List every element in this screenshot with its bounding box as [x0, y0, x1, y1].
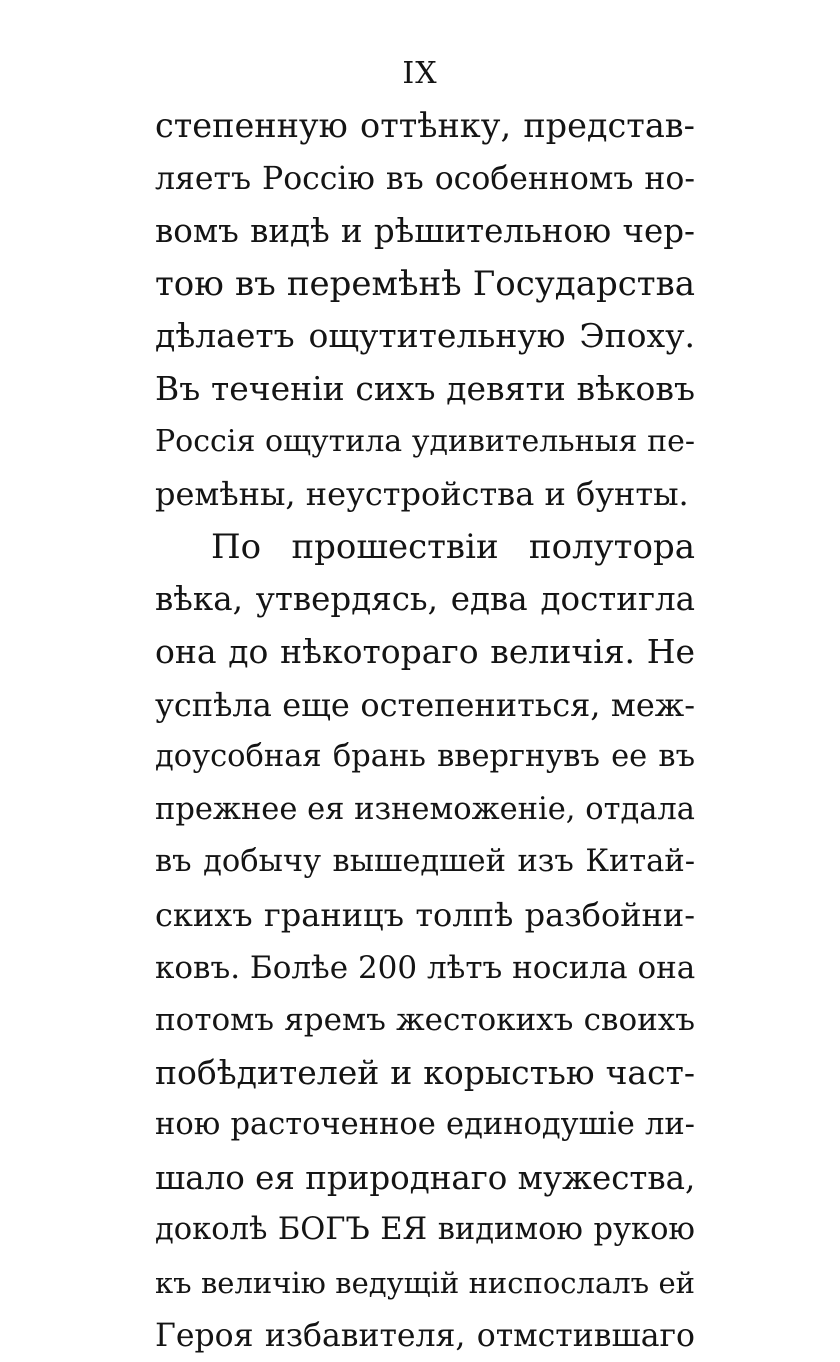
text-line: она до нѣкотораго величія. Не	[155, 631, 695, 671]
text-line: потомъ яремъ жестокихъ своихъ	[155, 1002, 695, 1039]
text-line: побѣдителей и корыстью част-	[155, 1052, 695, 1092]
text-line: скихъ границъ толпѣ разбойни-	[155, 895, 695, 934]
text-line: доусобная брань ввергнувъ ее въ	[155, 739, 695, 775]
text-line: къ величію ведущій ниспослалъ ей	[155, 1266, 695, 1301]
text-line: ляетъ Россію въ особенномъ но-	[155, 160, 695, 197]
text-line: вѣка, утвердясь, едва достигла	[155, 580, 695, 619]
text-line: успѣла еще остепениться, меж-	[155, 685, 695, 724]
text-line: доколѣ БОГЪ ЕЯ видимою рукою	[155, 1212, 695, 1248]
text-line: тою въ перемѣнѣ Государства	[155, 263, 695, 304]
page-number: IX	[402, 56, 438, 91]
text-line: Россія ощутила удивительныя пе-	[155, 423, 695, 459]
text-line: дѣлаетъ ощутительную Эпоху.	[155, 316, 695, 356]
paragraph-start-line: По прошествіи полутора	[211, 526, 695, 567]
text-line: прежнее ея изнеможеніе, отдала	[155, 791, 695, 827]
text-line: степенную оттѣнку, представ-	[155, 106, 695, 145]
text-line: въ добычу вышедшей изъ Китай-	[155, 844, 695, 880]
text-line: ковъ. Болѣе 200 лѣтъ носила она	[155, 949, 696, 986]
text-line: Въ теченіи сихъ девяти вѣковъ	[155, 368, 695, 408]
text-line: Героя избавителя, отмстившаго	[155, 1317, 695, 1354]
body-text	[155, 100, 695, 1362]
text-line: шало ея природнаго мужества,	[155, 1158, 696, 1197]
text-line: ремѣны, неустройства и бунты.	[155, 475, 689, 514]
text-line: ною расточенное единодушіе ли-	[155, 1107, 695, 1143]
text-line: вомъ видѣ и рѣшительною чер-	[155, 212, 695, 251]
